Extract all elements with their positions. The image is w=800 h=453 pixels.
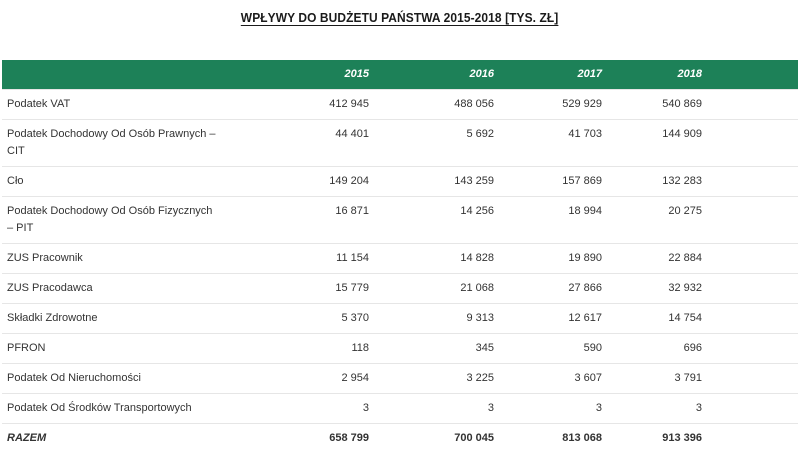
cell-2016: 3: [369, 393, 494, 423]
table-row: [2, 89, 798, 119]
budget-table: [2, 60, 798, 453]
cell-2017: 3: [494, 393, 602, 423]
table-row: [2, 333, 798, 363]
header-spacer: [702, 60, 798, 89]
cell-2016: 14 256: [369, 196, 494, 243]
row-label: ZUS Pracodawca: [2, 273, 226, 303]
row-spacer: [702, 303, 798, 333]
cell-2015: 3: [226, 393, 369, 423]
cell-2017: 18 994: [494, 196, 602, 243]
table-row: [2, 243, 798, 273]
row-spacer: [702, 393, 798, 423]
cell-2018: 696: [602, 333, 702, 363]
total-2017: 813 068: [494, 423, 602, 453]
row-spacer: [702, 119, 798, 166]
row-spacer: [702, 363, 798, 393]
row-spacer: [702, 166, 798, 196]
cell-2018: 20 275: [602, 196, 702, 243]
cell-2017: 27 866: [494, 273, 602, 303]
total-row: [2, 423, 798, 453]
row-spacer: [702, 243, 798, 273]
row-label: Cło: [2, 166, 226, 196]
cell-2017: 157 869: [494, 166, 602, 196]
header-label-cell: [2, 60, 226, 89]
cell-2017: 41 703: [494, 119, 602, 166]
row-label: Podatek Dochodowy Od Osób Prawnych – CIT: [2, 119, 226, 166]
cell-2018: 32 932: [602, 273, 702, 303]
total-2016: 700 045: [369, 423, 494, 453]
cell-2016: 21 068: [369, 273, 494, 303]
total-2018: 913 396: [602, 423, 702, 453]
row-label: Podatek Od Nieruchomości: [2, 363, 226, 393]
header-year-2016: 2016: [469, 68, 494, 81]
row-label: Podatek Od Środków Transportowych: [2, 393, 226, 423]
table-row: [2, 166, 798, 196]
header-year-2015: 2015: [344, 68, 369, 81]
table-row: [2, 119, 798, 166]
row-label: Podatek VAT: [2, 89, 226, 119]
cell-2015: 16 871: [226, 196, 369, 243]
cell-2017: 590: [494, 333, 602, 363]
total-label: RAZEM: [2, 423, 226, 453]
cell-2016: 5 692: [369, 119, 494, 166]
row-spacer: [702, 273, 798, 303]
cell-2017: 529 929: [494, 89, 602, 119]
row-label: Składki Zdrowotne: [2, 303, 226, 333]
cell-2016: 143 259: [369, 166, 494, 196]
cell-2018: 540 869: [602, 89, 702, 119]
cell-2015: 11 154: [226, 243, 369, 273]
row-spacer: [702, 333, 798, 363]
table-row: [2, 303, 798, 333]
table-row: [2, 393, 798, 423]
table-row: [2, 196, 798, 243]
cell-2015: 44 401: [226, 119, 369, 166]
cell-2016: 14 828: [369, 243, 494, 273]
header-year-2018: 2018: [677, 68, 702, 81]
cell-2018: 144 909: [602, 119, 702, 166]
cell-2018: 3 791: [602, 363, 702, 393]
cell-2016: 345: [369, 333, 494, 363]
cell-2018: 22 884: [602, 243, 702, 273]
row-spacer: [702, 423, 798, 453]
cell-2015: 2 954: [226, 363, 369, 393]
cell-2017: 3 607: [494, 363, 602, 393]
table-row: [2, 273, 798, 303]
header-year-2017: 2017: [577, 68, 602, 81]
row-label: PFRON: [2, 333, 226, 363]
cell-2018: 3: [602, 393, 702, 423]
cell-2018: 14 754: [602, 303, 702, 333]
cell-2015: 118: [226, 333, 369, 363]
row-label: Podatek Dochodowy Od Osób Fizycznych – PIT: [2, 196, 226, 243]
table-row: [2, 363, 798, 393]
cell-2018: 132 283: [602, 166, 702, 196]
cell-2015: 412 945: [226, 89, 369, 119]
total-2015: 658 799: [226, 423, 369, 453]
cell-2016: 9 313: [369, 303, 494, 333]
cell-2015: 15 779: [226, 273, 369, 303]
table-header-row: [2, 60, 798, 89]
cell-2015: 149 204: [226, 166, 369, 196]
cell-2016: 488 056: [369, 89, 494, 119]
row-label: ZUS Pracownik: [2, 243, 226, 273]
cell-2016: 3 225: [369, 363, 494, 393]
cell-2017: 12 617: [494, 303, 602, 333]
row-spacer: [702, 196, 798, 243]
title-container: [0, 9, 800, 27]
row-spacer: [702, 89, 798, 119]
cell-2015: 5 370: [226, 303, 369, 333]
table-title: WPŁYWY DO BUDŻETU PAŃSTWA 2015-2018 [TYS. ZŁ]: [241, 10, 559, 25]
cell-2017: 19 890: [494, 243, 602, 273]
